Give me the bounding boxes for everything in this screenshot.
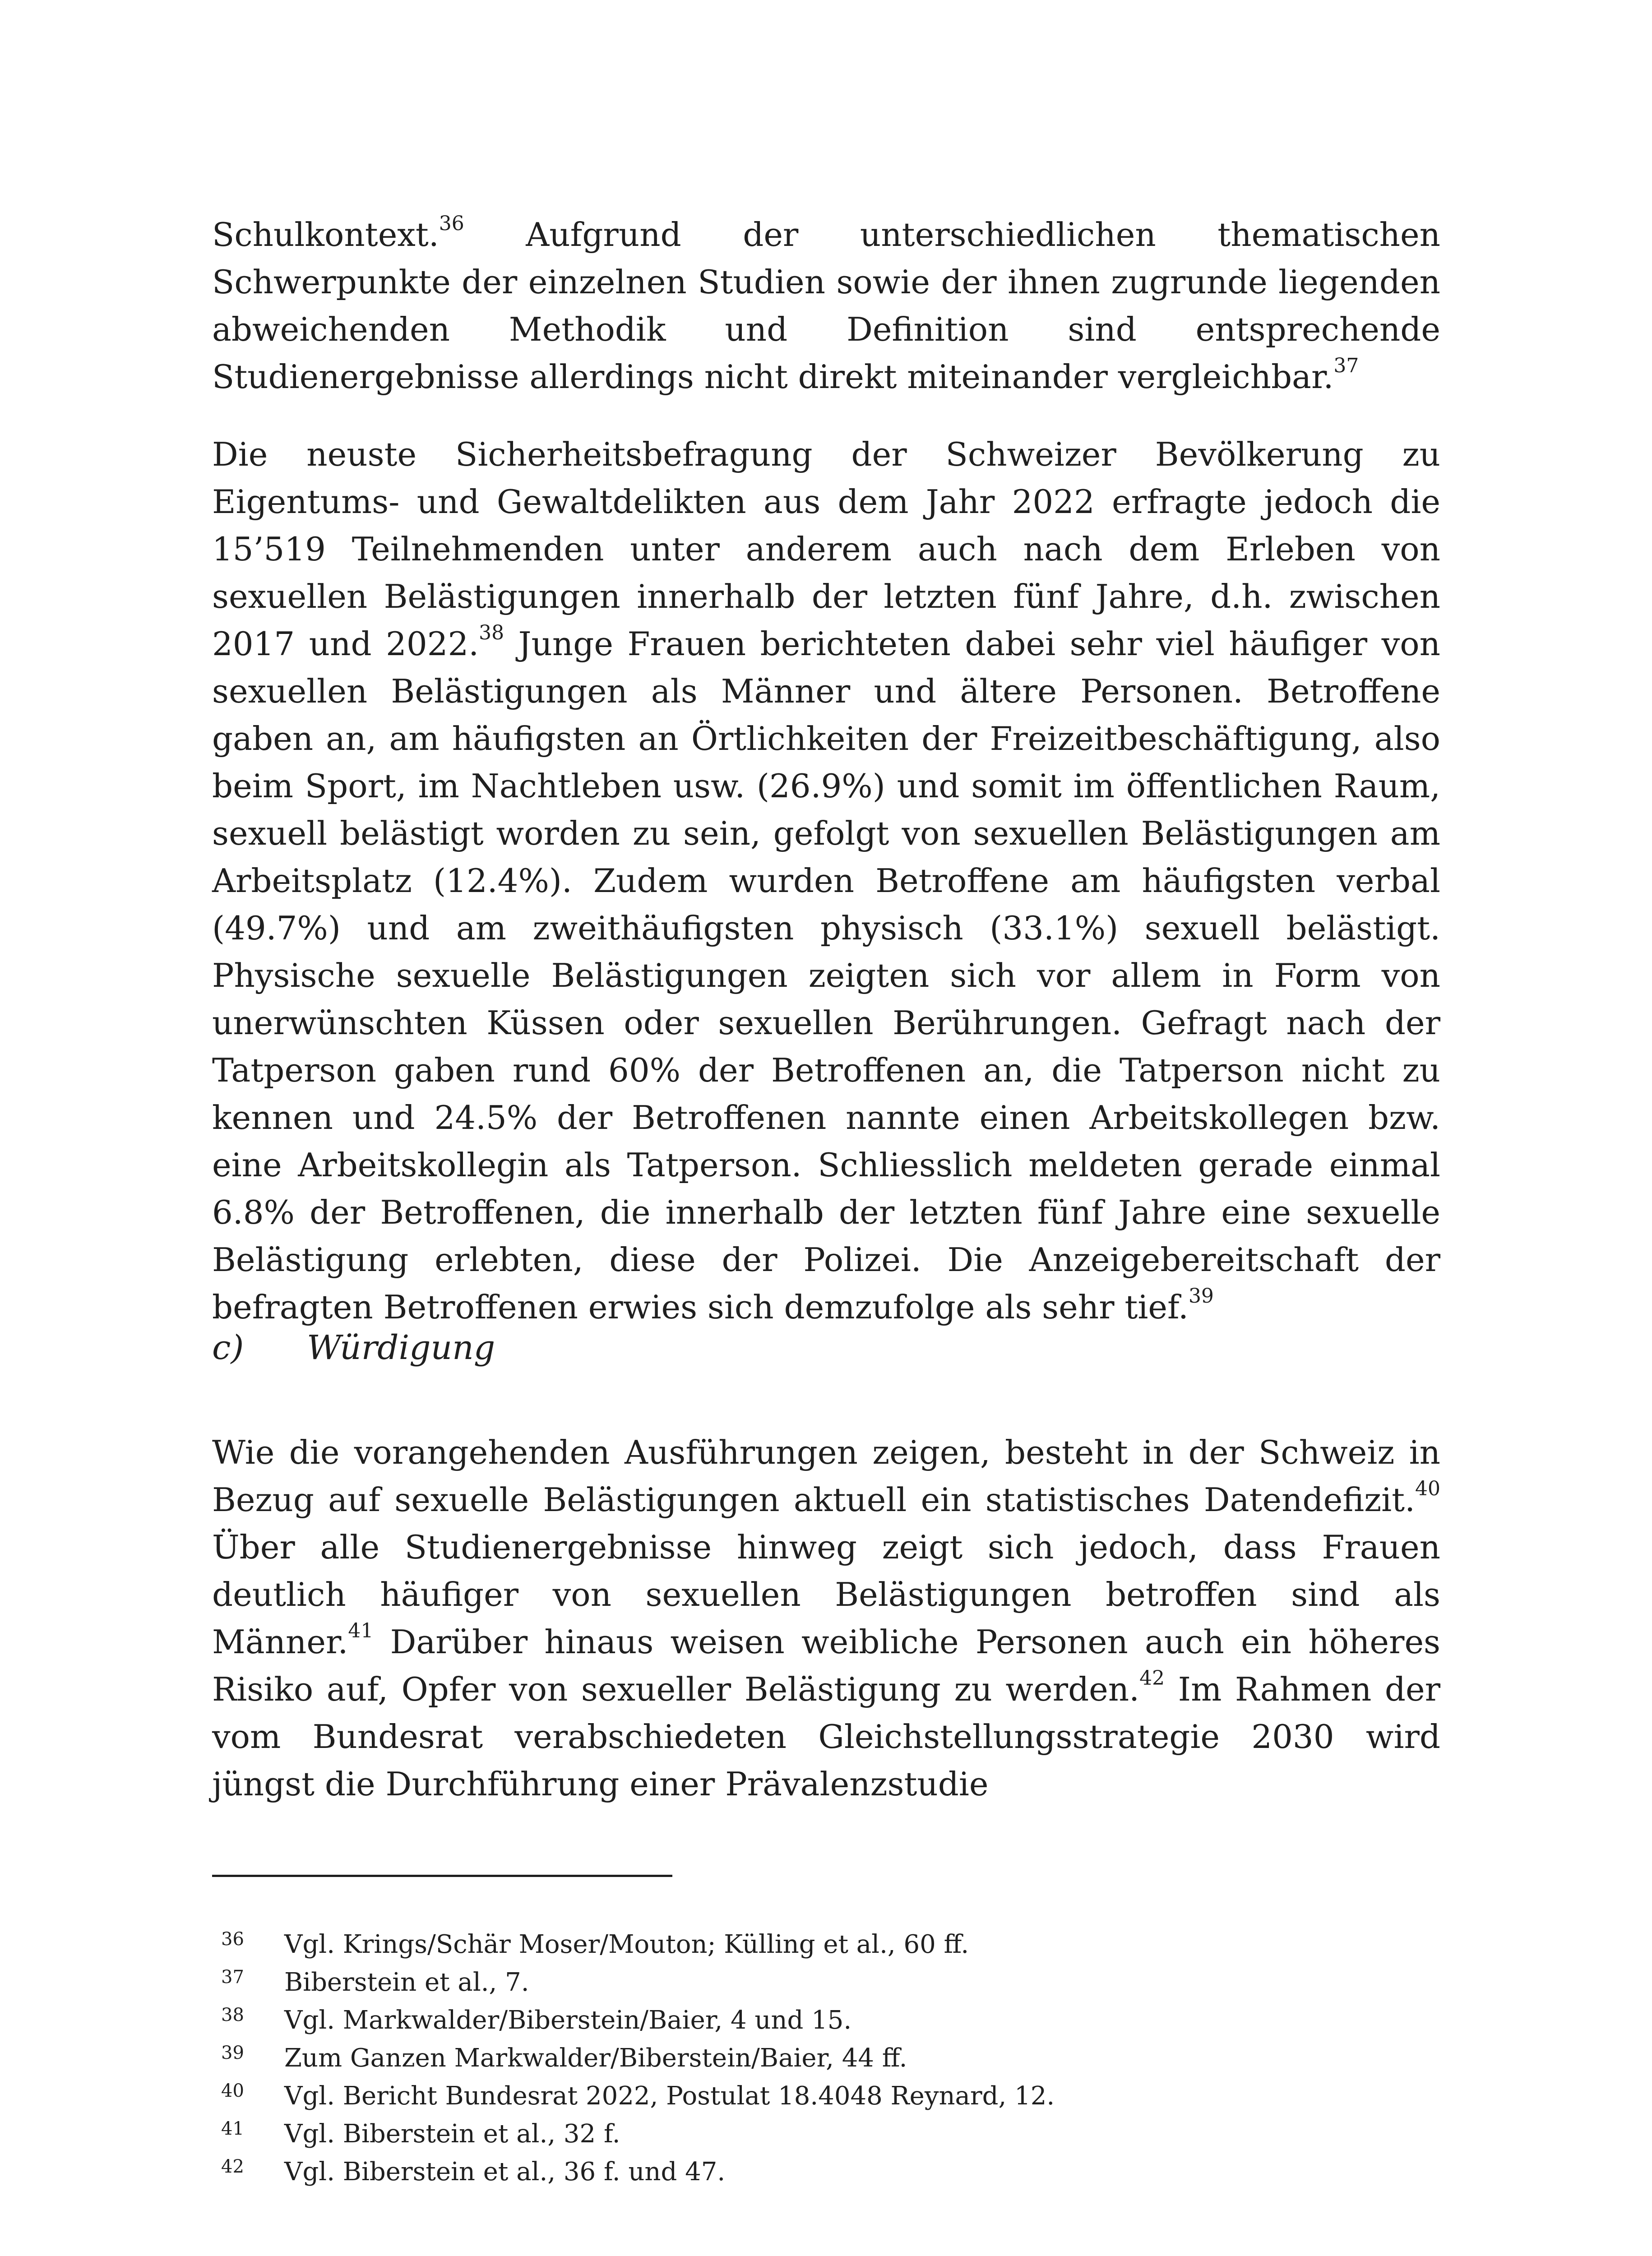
footnote-item (212, 1926, 1440, 1964)
paragraph-text: Die neuste Sicherheitsbefragung der Schweizer Bevölkerung zu Eigentums- und Gewaltdelikten aus dem Jahr 2022 erfragte jedoch die 15’519 Teilnehmenden unter anderem auch nach dem Erleben von sexuellen Belästigungen innerhalb der letzten fünf Jahre, d.h. zwischen 2017 und 2022. (212, 435, 1440, 663)
footnotes-list (212, 1926, 1440, 2191)
paragraph-text: Schulkontext. (212, 216, 439, 254)
footnote-number: 37 (221, 1967, 244, 1988)
footnote-item (212, 2002, 1440, 2039)
footnote-reference-36[interactable]: 36 (439, 212, 464, 235)
section-heading-number: c) (212, 1328, 244, 1367)
paragraph-text: Aufgrund der unterschiedlichen thematischen Schwerpunkte der einzelnen Studien sowie der ihnen zugrunde liegenden abweichenden Methodik und Definition sind entsprechende Studienergebnisse allerdings nicht direkt miteinander vergleichbar. (212, 216, 1440, 396)
paragraph-security-survey (212, 431, 1440, 1331)
footnote-text: Zum Ganzen Markwalder/Biberstein/Baier, 44 ff. (284, 2043, 907, 2073)
paragraph-text: Über alle Studienergebnisse hinweg zeigt sich jedoch, dass Frauen deutlich häufiger von sexuellen Belästigungen betroffen sind als Männer. (212, 1528, 1440, 1661)
footnote-reference-42[interactable]: 42 (1139, 1667, 1165, 1690)
section-heading (212, 1324, 495, 1372)
footnote-text: Vgl. Biberstein et al., 32 f. (284, 2119, 620, 2149)
paragraph-study-comparability (212, 211, 1440, 401)
footnote-reference-37[interactable]: 37 (1333, 354, 1359, 377)
footnote-reference-39[interactable]: 39 (1188, 1285, 1214, 1308)
paragraph-text: Im Rahmen der vom Bundesrat verabschiedeten Gleichstellungsstrategie 2030 wird jüngst die Durchführung einer Prävalenzstudie (212, 1670, 1441, 1803)
section-heading-title: Würdigung (307, 1328, 495, 1367)
footnote-item (212, 2115, 1440, 2153)
paragraph-text: Wie die vorangehenden Ausführungen zeigen, besteht in der Schweiz in Bezug auf sexuelle Belästigungen aktuell ein statistisches Datendefizit. (212, 1433, 1440, 1519)
footnote-text: Vgl. Markwalder/Biberstein/Baier, 4 und 15. (284, 2006, 852, 2035)
footnote-item (212, 2039, 1440, 2077)
footnote-text: Vgl. Bericht Bundesrat 2022, Postulat 18.4048 Reynard, 12. (284, 2081, 1055, 2111)
footnote-reference-41[interactable]: 41 (348, 1619, 374, 1642)
footnote-item (212, 2153, 1440, 2191)
paragraph-text: Junge Frauen berichteten dabei sehr viel häufiger von sexuellen Belästigungen als Männer und ältere Personen. Betroffene gaben an, am häufigsten an Örtlichkeiten der Freizeitbeschäftigung, also beim Sport, im Nachtleben usw. (26.9%) und somit im öffentlichen Raum, sexuell belästigt worden zu sein, gefolgt von sexuellen Belästigungen am Arbeitsplatz (12.4%). Zudem wurden Betroffene am häufigsten verbal (49.7%) und am zweithäufigsten physisch (33.1%) sexuell belästigt. Physische sexuelle Belästigungen zeigten sich vor allem in Form von unerwünschten Küssen oder sexuellen Berührungen. Gefragt nach der Tatperson gaben rund 60% der Betroffenen an, die Tatperson nicht zu kennen und 24.5% der Betroffenen nannte einen Arbeitskollegen bzw. eine Arbeitskollegin als Tatperson. Schliesslich meldeten gerade einmal 6.8% der Betroffenen, die innerhalb der letzten fünf Jahre eine sexuelle Belästigung erlebten, diese der Polizei. Die Anzeigebereitschaft der befragten Betroffenen erwies sich demzufolge als sehr tief. (212, 625, 1440, 1326)
footnote-separator (212, 1875, 672, 1877)
footnote-text: Biberstein et al., 7. (284, 1968, 529, 1997)
footnote-number: 41 (221, 2118, 244, 2139)
footnote-number: 36 (221, 1929, 244, 1950)
footnote-number: 40 (221, 2080, 244, 2101)
footnote-text: Vgl. Krings/Schär Moser/Mouton; Külling et al., 60 ff. (284, 1930, 969, 1959)
footnote-number: 38 (221, 2005, 244, 2025)
paragraph-text: Darüber hinaus weisen weibliche Personen auch ein höheres Risiko auf, Opfer von sexueller Belästigung zu werden. (212, 1623, 1440, 1708)
footnote-number: 39 (221, 2043, 244, 2063)
footnote-text: Vgl. Biberstein et al., 36 f. und 47. (284, 2157, 726, 2187)
footnote-item (212, 2077, 1440, 2115)
footnote-reference-40[interactable]: 40 (1415, 1477, 1440, 1500)
footnote-number: 42 (221, 2156, 244, 2177)
paragraph-assessment (212, 1429, 1440, 1808)
footnote-item (212, 1964, 1440, 2002)
footnote-reference-38[interactable]: 38 (479, 621, 504, 644)
